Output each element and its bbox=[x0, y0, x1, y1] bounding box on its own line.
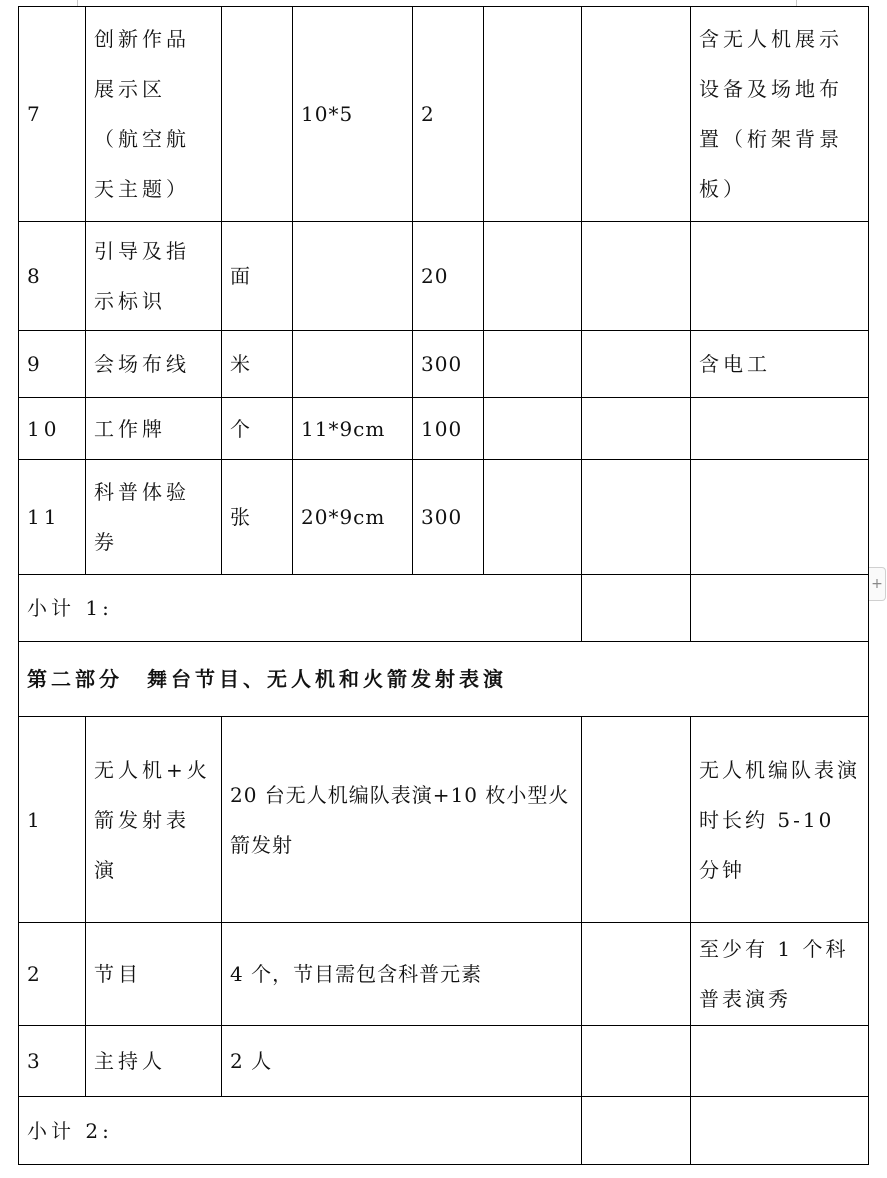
item-note[interactable] bbox=[691, 460, 869, 575]
section-header-row bbox=[19, 642, 869, 717]
item-price[interactable] bbox=[484, 7, 582, 222]
item-name[interactable]: 科普体验券 bbox=[86, 460, 222, 575]
table-row bbox=[19, 1026, 869, 1097]
subtotal-label: 小计 1: bbox=[19, 575, 582, 642]
subtotal-total[interactable] bbox=[582, 575, 691, 642]
subtotal-total[interactable] bbox=[582, 1097, 691, 1165]
item-price[interactable] bbox=[484, 331, 582, 398]
item-note[interactable]: 含无人机展示设备及场地布置（桁架背景板） bbox=[691, 7, 869, 222]
item-note[interactable] bbox=[691, 1026, 869, 1097]
item-total[interactable] bbox=[582, 222, 691, 331]
item-price[interactable] bbox=[484, 460, 582, 575]
item-total[interactable] bbox=[582, 7, 691, 222]
table-row bbox=[19, 222, 869, 331]
section-title: 第二部分 舞台节目、无人机和火箭发射表演 bbox=[19, 642, 869, 717]
item-spec[interactable]: 20*9cm bbox=[293, 460, 413, 575]
item-total[interactable] bbox=[582, 331, 691, 398]
item-total[interactable] bbox=[582, 398, 691, 460]
item-unit[interactable]: 张 bbox=[222, 460, 293, 575]
item-name[interactable]: 主持人 bbox=[86, 1026, 222, 1097]
item-name[interactable]: 创新作品展示区（航空航天主题） bbox=[86, 7, 222, 222]
table-row bbox=[19, 398, 869, 460]
item-description[interactable]: 4 个，节目需包含科普元素 bbox=[222, 923, 582, 1026]
item-spec[interactable] bbox=[293, 331, 413, 398]
item-unit[interactable] bbox=[222, 7, 293, 222]
item-description[interactable]: 20 台无人机编队表演+10 枚小型火箭发射 bbox=[222, 717, 582, 923]
table-row bbox=[19, 331, 869, 398]
item-price[interactable] bbox=[484, 398, 582, 460]
item-description[interactable]: 2 人 bbox=[222, 1026, 582, 1097]
row-number[interactable]: 2 bbox=[19, 923, 86, 1026]
item-note[interactable]: 含电工 bbox=[691, 331, 869, 398]
row-number[interactable]: 10 bbox=[19, 398, 86, 460]
item-name[interactable]: 引导及指示标识 bbox=[86, 222, 222, 331]
plus-icon: + bbox=[871, 576, 883, 592]
item-qty[interactable]: 20 bbox=[413, 222, 484, 331]
add-row-button[interactable] bbox=[869, 567, 886, 601]
table-row bbox=[19, 460, 869, 575]
row-number[interactable]: 7 bbox=[19, 7, 86, 222]
item-note[interactable]: 无人机编队表演时长约 5-10 分钟 bbox=[691, 717, 869, 923]
item-spec[interactable]: 10*5 bbox=[293, 7, 413, 222]
subtotal-note[interactable] bbox=[691, 1097, 869, 1165]
item-qty[interactable]: 300 bbox=[413, 331, 484, 398]
item-total[interactable] bbox=[582, 923, 691, 1026]
row-number[interactable]: 3 bbox=[19, 1026, 86, 1097]
subtotal-label: 小计 2: bbox=[19, 1097, 582, 1165]
row-number[interactable]: 9 bbox=[19, 331, 86, 398]
table-row bbox=[19, 717, 869, 923]
item-unit[interactable]: 个 bbox=[222, 398, 293, 460]
item-spec[interactable] bbox=[293, 222, 413, 331]
item-unit[interactable]: 米 bbox=[222, 331, 293, 398]
table-row bbox=[19, 923, 869, 1026]
item-total[interactable] bbox=[582, 460, 691, 575]
budget-table bbox=[18, 6, 869, 1165]
item-note[interactable] bbox=[691, 398, 869, 460]
subtotal-row bbox=[19, 1097, 869, 1165]
table-row bbox=[19, 7, 869, 222]
item-total[interactable] bbox=[582, 717, 691, 923]
row-number[interactable]: 11 bbox=[19, 460, 86, 575]
subtotal-row bbox=[19, 575, 869, 642]
item-qty[interactable]: 100 bbox=[413, 398, 484, 460]
item-price[interactable] bbox=[484, 222, 582, 331]
item-total[interactable] bbox=[582, 1026, 691, 1097]
item-name[interactable]: 节目 bbox=[86, 923, 222, 1026]
item-name[interactable]: 无人机+火箭发射表演 bbox=[86, 717, 222, 923]
item-name[interactable]: 工作牌 bbox=[86, 398, 222, 460]
row-number[interactable]: 1 bbox=[19, 717, 86, 923]
item-name[interactable]: 会场布线 bbox=[86, 331, 222, 398]
item-qty[interactable]: 2 bbox=[413, 7, 484, 222]
item-note[interactable]: 至少有 1 个科普表演秀 bbox=[691, 923, 869, 1026]
item-unit[interactable]: 面 bbox=[222, 222, 293, 331]
item-qty[interactable]: 300 bbox=[413, 460, 484, 575]
item-spec[interactable]: 11*9cm bbox=[293, 398, 413, 460]
item-note[interactable] bbox=[691, 222, 869, 331]
subtotal-note[interactable] bbox=[691, 575, 869, 642]
row-number[interactable]: 8 bbox=[19, 222, 86, 331]
